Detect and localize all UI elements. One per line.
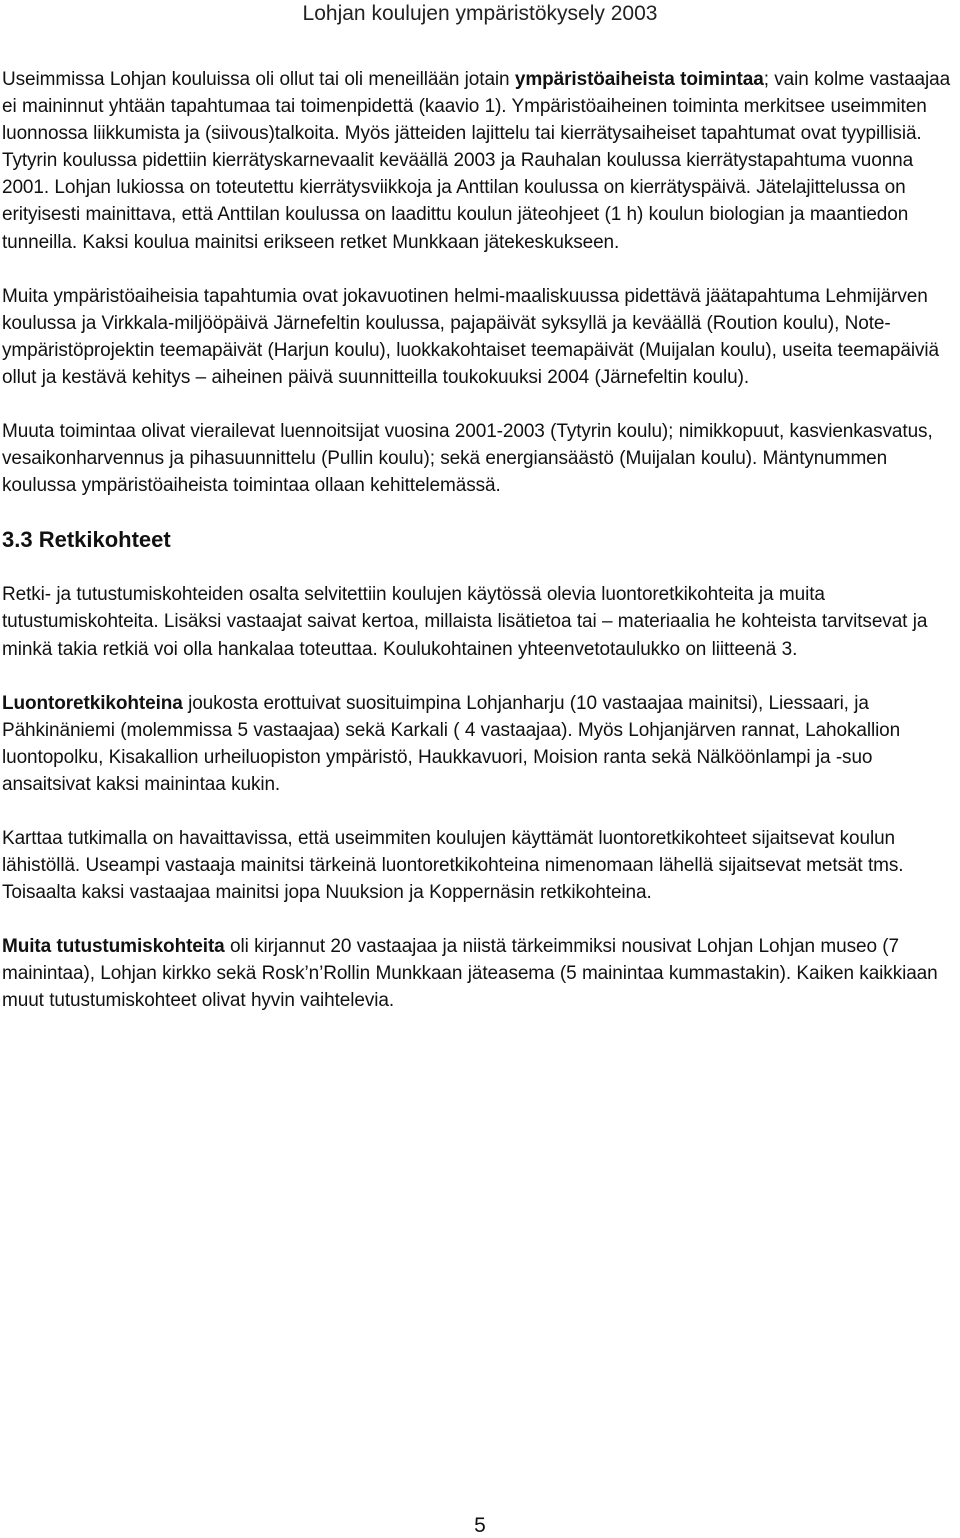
page-header bbox=[0, 1, 960, 27]
bold-term-environmental-activities: ympäristöaiheista toimintaa bbox=[514, 69, 764, 90]
paragraph-text: Useimmissa Lohjan kouluissa oli ollut tai oli meneillään jotain bbox=[2, 69, 515, 90]
page-number: 5 bbox=[474, 1514, 486, 1537]
paragraph-text: Muita ympäristöaiheisia tapahtumia ovat jokavuotinen helmi-maaliskuussa pidettävä jäätapahtuma Lehmijärven koulussa ja Virkkala-miljööpäivä Järnefeltin koulussa, pajapäivät syksyllä ja keväällä (Roution koulu), Note-ympäristöprojektin teemapäivät (Harjun koulu), luokkakohtaiset teemapäivät (Muijalan koulu), useita teemapäiviä ollut ja kestävä kehitys – aiheinen päivä suunnitteilla toukokuuksi 2004 (Järnefeltin koulu). bbox=[2, 285, 939, 388]
section-heading bbox=[2, 526, 958, 554]
paragraph-text: Muuta toimintaa olivat vierailevat luennoitsijat vuosina 2001-2003 (Tytyrin koulu); nimikkopuut, kasvienkasvatus, vesaikonharvennus ja pihasuunnittelu (Pullin koulu); sekä energiansäästö (Muijalan koulu). Mäntynummen koulussa ympäristöaiheista toimintaa ollaan kehittelemässä. bbox=[2, 421, 933, 497]
paragraph-other-activities bbox=[2, 418, 958, 499]
paragraph-nature-destinations bbox=[2, 690, 958, 798]
header-title: Lohjan koulujen ympäristökysely 2003 bbox=[302, 2, 658, 25]
paragraph-text: Retki- ja tutustumiskohteiden osalta selvitettiin koulujen käytössä olevia luontoretkikohteita ja muita tutustumiskohteita. Lisäksi vastaajat saivat kertoa, millaista lisätietoa tai – materiaalia he kohteista tarvitsevat ja minkä takia retkiä voi olla hankalaa toteuttaa. Koulukohtainen yhteenvetotaulukko on liitteenä 3. bbox=[2, 584, 928, 660]
paragraph-other-events bbox=[2, 283, 958, 391]
page-content bbox=[2, 66, 958, 1015]
paragraph-activities bbox=[2, 66, 958, 256]
bold-term-nature-destinations: Luontoretkikohteina bbox=[2, 692, 183, 714]
paragraph-map-observation bbox=[2, 825, 958, 906]
paragraph-text: joukosta erottuivat suosituimpina Lohjanharju (10 vastaajaa mainitsi), Liessaari, ja Pähkinäniemi (molemmissa 5 vastaajaa) sekä Karkali ( 4 vastaajaa). Myös Lohjanjärven rannat, Lahokallion luontopolku, Kisakallion urheiluopiston ympäristö, Haukkavuori, Moision ranta sekä Nälköönlampi ja -suo ansaitsivat kaksi mainintaa kukin. bbox=[2, 692, 901, 795]
section-heading-text: 3.3 Retkikohteet bbox=[2, 527, 171, 553]
paragraph-text: ; vain kolme vastaajaa ei maininnut yhtään tapahtumaa tai toimenpidettä (kaavio 1). Ympäristöaiheinen toiminta merkitsee useimmiten luonnossa liikkumista ja (siivous)talkoita. Myös jätteiden lajittelu tai kierrätysaiheiset tapahtumat ovat tyypillisiä. Tytyrin koulussa pidettiin kierrätyskarnevaalit keväällä 2003 ja Rauhalan koulussa kierrätystapahtuma vuonna 2001. Lohjan lukiossa on toteutettu kierrätysviikkoja ja Anttilan koulussa on kierrätyspäivä. Jätelajittelussa on erityisesti mainittava, että Anttilan koulussa on laadittu koulun jäteohjeet (1 h) koulun biologian ja maantiedon tunneilla. Kaksi koulua mainitsi erikseen retket Munkkaan jätekeskukseen. bbox=[2, 69, 951, 253]
bold-term-other-destinations: Muita tutustumiskohteita bbox=[2, 936, 225, 958]
page-footer bbox=[0, 1514, 960, 1538]
paragraph-excursion-intro bbox=[2, 581, 958, 662]
paragraph-other-destinations bbox=[2, 933, 958, 1014]
paragraph-text: Karttaa tutkimalla on havaittavissa, että useimmiten koulujen käyttämät luontoretkikohteet sijaitsevat koulun lähistöllä. Useampi vastaaja mainitsi tärkeinä luontoretkikohteina nimenomaan lähellä sijaitsevat metsät tms. Toisaalta kaksi vastaajaa mainitsi jopa Nuuksion ja Koppernäsin retkikohteina. bbox=[2, 827, 904, 904]
paragraph-text: oli kirjannut 20 vastaajaa ja niistä tärkeimmiksi nousivat Lohjan Lohjan museo (7 mainintaa), Lohjan kirkko sekä Rosk’n’Rollin Munkkaan jäteasema (5 mainintaa kummastakin). Kaiken kaikkiaan muut tutustumiskohteet olivat hyvin vaihtelevia. bbox=[2, 936, 938, 1012]
